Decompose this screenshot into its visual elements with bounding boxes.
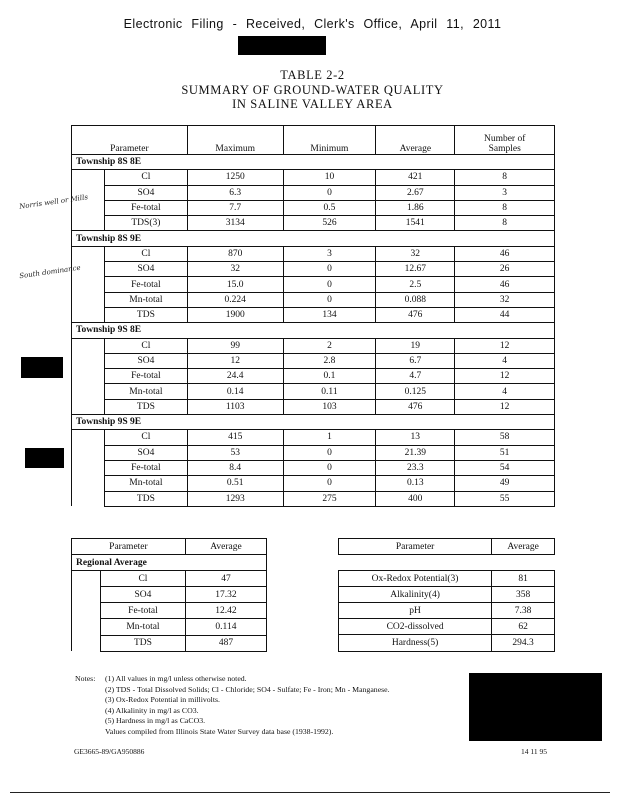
table-row — [72, 476, 555, 491]
cell-maximum: 12 — [187, 353, 283, 368]
cell-samples: 46 — [455, 246, 555, 261]
water-quality-table — [71, 125, 555, 507]
cell-samples: 26 — [455, 262, 555, 277]
cell-parameter: Fe-total — [105, 460, 188, 475]
cell-average: 476 — [376, 399, 455, 414]
other-header-parameter: Parameter — [339, 539, 492, 555]
cell-minimum: 0.1 — [283, 369, 376, 384]
cell-average: 21.39 — [376, 445, 455, 460]
cell-parameter: Fe-total — [105, 277, 188, 292]
cell-parameter: Fe-total — [105, 369, 188, 384]
cell-parameter: Mn-total — [105, 476, 188, 491]
township-group-row — [72, 155, 555, 170]
cell-average: 421 — [376, 170, 455, 185]
other-row — [339, 635, 555, 651]
cell-maximum: 3134 — [187, 216, 283, 231]
table-number: TABLE 2-2 — [280, 68, 345, 82]
cell-minimum: 2.8 — [283, 353, 376, 368]
cell-maximum: 99 — [187, 338, 283, 353]
cell-maximum: 1103 — [187, 399, 283, 414]
cell-minimum: 0 — [283, 292, 376, 307]
note-item: (1) All values in mg/l unless otherwise noted. — [105, 674, 247, 683]
cell-minimum: 275 — [283, 491, 376, 506]
regional-header-row — [72, 539, 267, 555]
cell-minimum: 3 — [283, 246, 376, 261]
township-group-row — [72, 323, 555, 338]
cell-samples: 12 — [455, 369, 555, 384]
other-parameter: Alkalinity(4) — [339, 587, 492, 603]
cell-minimum: 103 — [283, 399, 376, 414]
filing-header: Electronic Filing - Received, Clerk's Office, April 11, 2011 — [123, 17, 502, 31]
regional-right-body — [339, 571, 555, 651]
table-title: SUMMARY OF GROUND-WATER QUALITY — [181, 83, 444, 97]
cell-maximum: 8.4 — [187, 460, 283, 475]
cell-minimum: 0 — [283, 460, 376, 475]
township-label: Township 8S 8E — [72, 155, 555, 170]
table-row — [72, 246, 555, 261]
cell-parameter: TDS — [105, 307, 188, 322]
regional-average-table — [71, 538, 267, 652]
cell-average: 23.3 — [376, 460, 455, 475]
header-maximum: Maximum — [187, 126, 283, 155]
cell-average: 32 — [376, 246, 455, 261]
regional-parameter: Cl — [101, 571, 186, 587]
redaction-block-left-2 — [25, 448, 64, 468]
header-parameter: Parameter — [72, 126, 188, 155]
cell-maximum: 0.224 — [187, 292, 283, 307]
header-minimum: Minimum — [283, 126, 376, 155]
handwritten-note-2: South dominance — [18, 263, 82, 281]
cell-parameter: TDS — [105, 491, 188, 506]
cell-minimum: 1 — [283, 430, 376, 445]
cell-maximum: 24.4 — [187, 369, 283, 384]
cell-average: 19 — [376, 338, 455, 353]
regional-parameter: SO4 — [101, 587, 186, 603]
cell-average: 4.7 — [376, 369, 455, 384]
cell-average: 2.5 — [376, 277, 455, 292]
regional-average: 487 — [185, 635, 266, 651]
regional-row — [72, 635, 267, 651]
cell-samples: 51 — [455, 445, 555, 460]
cell-minimum: 0 — [283, 277, 376, 292]
cell-maximum: 32 — [187, 262, 283, 277]
cell-samples: 4 — [455, 384, 555, 399]
regional-header-average: Average — [185, 539, 266, 555]
regional-row — [72, 603, 267, 619]
cell-samples: 12 — [455, 338, 555, 353]
note-item: (3) Ox-Redox Potential in millivolts. — [105, 695, 220, 704]
township-group-row — [72, 415, 555, 430]
notes-section — [75, 674, 390, 737]
note-item: (2) TDS - Total Dissolved Solids; Cl - Chloride; SO4 - Sulfate; Fe - Iron; Mn - Manganese. — [105, 684, 390, 694]
regional-parameter: Mn-total — [101, 619, 186, 635]
regional-row — [72, 587, 267, 603]
header-samples: Number of Samples — [455, 126, 555, 155]
cell-maximum: 0.51 — [187, 476, 283, 491]
cell-parameter: Cl — [105, 246, 188, 261]
cell-maximum: 1250 — [187, 170, 283, 185]
note-item: Values compiled from Illinois State Water Survey data base (1938-1992). — [105, 726, 334, 736]
cell-samples: 49 — [455, 476, 555, 491]
regional-group-row — [72, 555, 267, 571]
document-id: GE3665-89/GA950886 — [74, 747, 145, 756]
other-parameter: pH — [339, 603, 492, 619]
redaction-block-left-1 — [21, 357, 63, 378]
table-row — [72, 369, 555, 384]
cell-minimum: 2 — [283, 338, 376, 353]
table-row — [72, 216, 555, 231]
cell-average: 6.7 — [376, 353, 455, 368]
cell-average: 13 — [376, 430, 455, 445]
cell-samples: 3 — [455, 185, 555, 200]
cell-maximum: 15.0 — [187, 277, 283, 292]
table-row — [72, 399, 555, 414]
regional-row — [72, 571, 267, 587]
regional-parameter: TDS — [101, 635, 186, 651]
other-parameter: CO2-dissolved — [339, 619, 492, 635]
cell-samples: 8 — [455, 200, 555, 215]
table-row — [72, 170, 555, 185]
cell-parameter: TDS — [105, 399, 188, 414]
cell-minimum: 0 — [283, 476, 376, 491]
table-row — [72, 307, 555, 322]
table-row — [72, 430, 555, 445]
cell-parameter: SO4 — [105, 185, 188, 200]
table-row — [72, 491, 555, 506]
cell-maximum: 6.3 — [187, 185, 283, 200]
regional-other-table — [338, 538, 555, 652]
cell-maximum: 1293 — [187, 491, 283, 506]
cell-samples: 8 — [455, 216, 555, 231]
other-parameter: Ox-Redox Potential(3) — [339, 571, 492, 587]
table-row — [72, 185, 555, 200]
cell-average: 2.67 — [376, 185, 455, 200]
cell-samples: 46 — [455, 277, 555, 292]
cell-maximum: 53 — [187, 445, 283, 460]
other-average: 62 — [492, 619, 555, 635]
table-row — [72, 460, 555, 475]
document-date: 14 11 95 — [521, 747, 547, 756]
regional-group-label: Regional Average — [72, 555, 267, 571]
cell-samples: 8 — [455, 170, 555, 185]
table-row — [72, 292, 555, 307]
cell-minimum: 0.11 — [283, 384, 376, 399]
other-row — [339, 619, 555, 635]
cell-parameter: Cl — [105, 338, 188, 353]
cell-average: 0.088 — [376, 292, 455, 307]
other-row — [339, 571, 555, 587]
header-average: Average — [376, 126, 455, 155]
cell-average: 1.86 — [376, 200, 455, 215]
cell-minimum: 526 — [283, 216, 376, 231]
cell-maximum: 7.7 — [187, 200, 283, 215]
cell-average: 400 — [376, 491, 455, 506]
township-label: Township 9S 8E — [72, 323, 555, 338]
cell-parameter: Cl — [105, 430, 188, 445]
cell-maximum: 0.14 — [187, 384, 283, 399]
note-item: (4) Alkalinity in mg/l as CO3. — [105, 705, 199, 715]
table-body — [72, 155, 555, 507]
note-item: (5) Hardness in mg/l as CaCO3. — [105, 716, 206, 725]
regional-header-parameter: Parameter — [72, 539, 186, 555]
cell-parameter: Mn-total — [105, 384, 188, 399]
table-row — [72, 277, 555, 292]
regional-average: 0.114 — [185, 619, 266, 635]
cell-parameter: Cl — [105, 170, 188, 185]
cell-parameter: SO4 — [105, 445, 188, 460]
notes-label: Notes: — [75, 674, 96, 683]
cell-maximum: 870 — [187, 246, 283, 261]
regional-average: 17.32 — [185, 587, 266, 603]
regional-row — [72, 619, 267, 635]
table-row — [72, 338, 555, 353]
cell-samples: 32 — [455, 292, 555, 307]
township-label: Township 9S 9E — [72, 415, 555, 430]
regional-average: 47 — [185, 571, 266, 587]
township-label: Township 8S 9E — [72, 231, 555, 246]
regional-average: 12.42 — [185, 603, 266, 619]
table-row — [72, 200, 555, 215]
cell-parameter: Fe-total — [105, 200, 188, 215]
cell-samples: 12 — [455, 399, 555, 414]
table-row — [72, 353, 555, 368]
cell-average: 0.125 — [376, 384, 455, 399]
other-average: 7.38 — [492, 603, 555, 619]
table-row — [72, 384, 555, 399]
cell-maximum: 1900 — [187, 307, 283, 322]
cell-parameter: SO4 — [105, 262, 188, 277]
cell-minimum: 0.5 — [283, 200, 376, 215]
cell-samples: 55 — [455, 491, 555, 506]
township-group-row — [72, 231, 555, 246]
cell-minimum: 0 — [283, 445, 376, 460]
table-row — [72, 262, 555, 277]
other-average: 294.3 — [492, 635, 555, 651]
other-header-average: Average — [492, 539, 555, 555]
other-average: 81 — [492, 571, 555, 587]
cell-parameter: SO4 — [105, 353, 188, 368]
other-header-row — [339, 539, 555, 555]
other-row — [339, 587, 555, 603]
table-row — [72, 445, 555, 460]
cell-average: 0.13 — [376, 476, 455, 491]
cell-samples: 44 — [455, 307, 555, 322]
cell-minimum: 134 — [283, 307, 376, 322]
other-parameter: Hardness(5) — [339, 635, 492, 651]
regional-left-body — [72, 571, 267, 651]
other-average: 358 — [492, 587, 555, 603]
cell-average: 476 — [376, 307, 455, 322]
other-row — [339, 603, 555, 619]
cell-average: 12.67 — [376, 262, 455, 277]
cell-minimum: 0 — [283, 185, 376, 200]
cell-minimum: 10 — [283, 170, 376, 185]
redaction-block-right — [469, 673, 602, 741]
cell-samples: 58 — [455, 430, 555, 445]
cell-samples: 54 — [455, 460, 555, 475]
cell-parameter: Mn-total — [105, 292, 188, 307]
table-header-row — [72, 126, 555, 155]
cell-average: 1541 — [376, 216, 455, 231]
regional-parameter: Fe-total — [101, 603, 186, 619]
redaction-bar-top — [238, 36, 326, 55]
cell-maximum: 415 — [187, 430, 283, 445]
handwritten-note-1: Norris well or Mills — [18, 193, 89, 211]
bottom-rule — [10, 792, 610, 793]
cell-parameter: TDS(3) — [105, 216, 188, 231]
cell-minimum: 0 — [283, 262, 376, 277]
cell-samples: 4 — [455, 353, 555, 368]
other-spacer-row — [339, 555, 555, 571]
table-subtitle: IN SALINE VALLEY AREA — [232, 97, 393, 111]
